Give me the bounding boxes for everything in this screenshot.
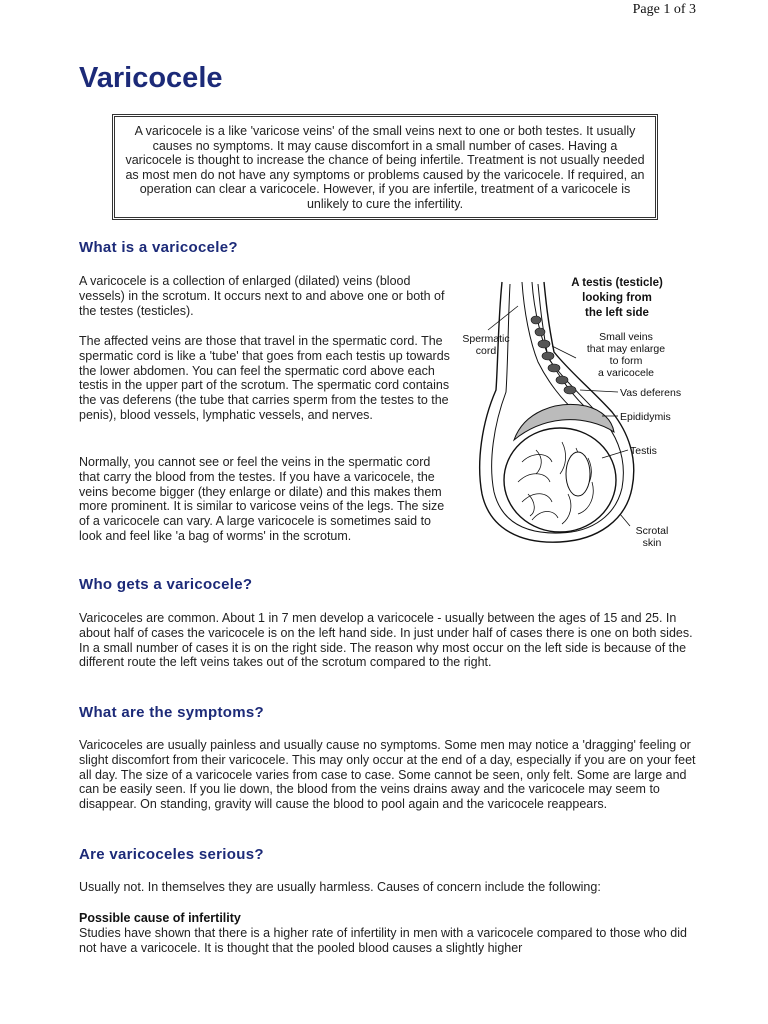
heading-what-is: What is a varicocele? [79,239,238,256]
testis-diagram-svg [452,262,692,562]
heading-symptoms: What are the symptoms? [79,704,264,721]
paragraph-what-is-2: The affected veins are those that travel in the spermatic cord. The spermatic cord is like a 'tube' that goes from each testis up towards the lower abdomen. You can feel the spermatic cord above each testis in the upper part of the scrotum. The spermatic cord contains the vas deferens (the tube that carries sperm from the testes to the penis), blood vessels, lymphatic vessels, and nerves. [79,334,450,422]
label-testis: Testis [630,445,657,457]
testis-mediastinum [566,452,590,496]
heading-serious: Are varicoceles serious? [79,846,264,863]
label-vas-deferens: Vas deferens [620,387,682,399]
testis-diagram [452,262,692,562]
label-small-veins-1: Small veins [599,331,653,343]
paragraph-serious-intro: Usually not. In themselves they are usually harmless. Causes of concern include the following: [79,880,601,894]
subheading-infertility: Possible cause of infertility [79,911,241,925]
label-small-veins-3: to form [609,355,643,367]
figure-title-line2: looking from [582,292,652,304]
page-number: Page 1 of 3 [632,2,696,17]
paragraph-infertility: Studies have shown that there is a higher rate of infertility in men with a varicocele compared to those who did not have a varicocele. It is thought that the pooled blood causes a slightly higher [79,926,687,955]
page-title: Varicocele [79,62,223,94]
figure-title-line1: A testis (testicle) [571,277,663,289]
paragraph-symptoms: Varicoceles are usually painless and usually cause no symptoms. Some men may notice a 'dragging' feeling or slight discomfort from their varicocele. This may only occur at the end of a day, especially if you are on your feet all day. The size of a varicocele varies from case to case. Some cannot be seen, only felt. Some are large and can be easily seen. If you lie down, the blood from the veins drains away and the varicocele may seem to disappear. On standing, gravity will cause the blood to pool again and the varicocele reappears. [79,738,696,812]
summary-box: A varicocele is a like 'varicose veins' of the small veins next to one or both testes. It usually causes no symptoms. It may cause discomfort in a small number of cases. Having a varicocele is thought to increase the chance of being infertile. Treatment is not usually needed as most men do not have any symptoms or problems caused by the varicocele. If required, an operation can clear a varicocele. However, if you are infertile, treatment of a varicocele is unlikely to cure the infertility. [112,114,658,220]
paragraph-what-is-3: Normally, you cannot see or feel the veins in the spermatic cord that carry the blood from the testes. If you have a varicocele, the veins become bigger (they enlarge or dilate) and this makes them more prominent. It is similar to varicose veins of the legs. The size of a varicocele can vary. A large varicocele is sometimes said to look and feel like 'a bag of worms' in the scrotum. [79,455,445,543]
label-small-veins-2: that may enlarge [586,343,666,355]
figure-title-line3: the left side [585,307,649,319]
label-scrotal-skin-1: Scrotal [635,525,669,537]
label-epididymis: Epididymis [620,411,671,423]
label-spermatic-cord-2: cord [475,345,497,357]
testis-body [504,428,616,532]
paragraph-what-is-1: A varicocele is a collection of enlarged (dilated) veins (blood vessels) in the scrotum. It occurs next to and above one or both of the testes (testicles). [79,274,445,318]
paragraph-who-gets: Varicoceles are common. About 1 in 7 men develop a varicocele - usually between the ages of 15 and 25. In about half of cases the varicocele is on the left hand side. In just under half of cases there is one on both sides. In a small number of cases it is on the right side. The reason why most occur on the left side is because of the different route the left veins takes out of the scrotum compared to the right. [79,611,693,670]
label-small-veins-4: a varicocele [597,367,655,379]
label-scrotal-skin-2: skin [642,537,662,549]
label-spermatic-cord-1: Spermatic [462,333,510,345]
heading-who-gets: Who gets a varicocele? [79,576,253,593]
